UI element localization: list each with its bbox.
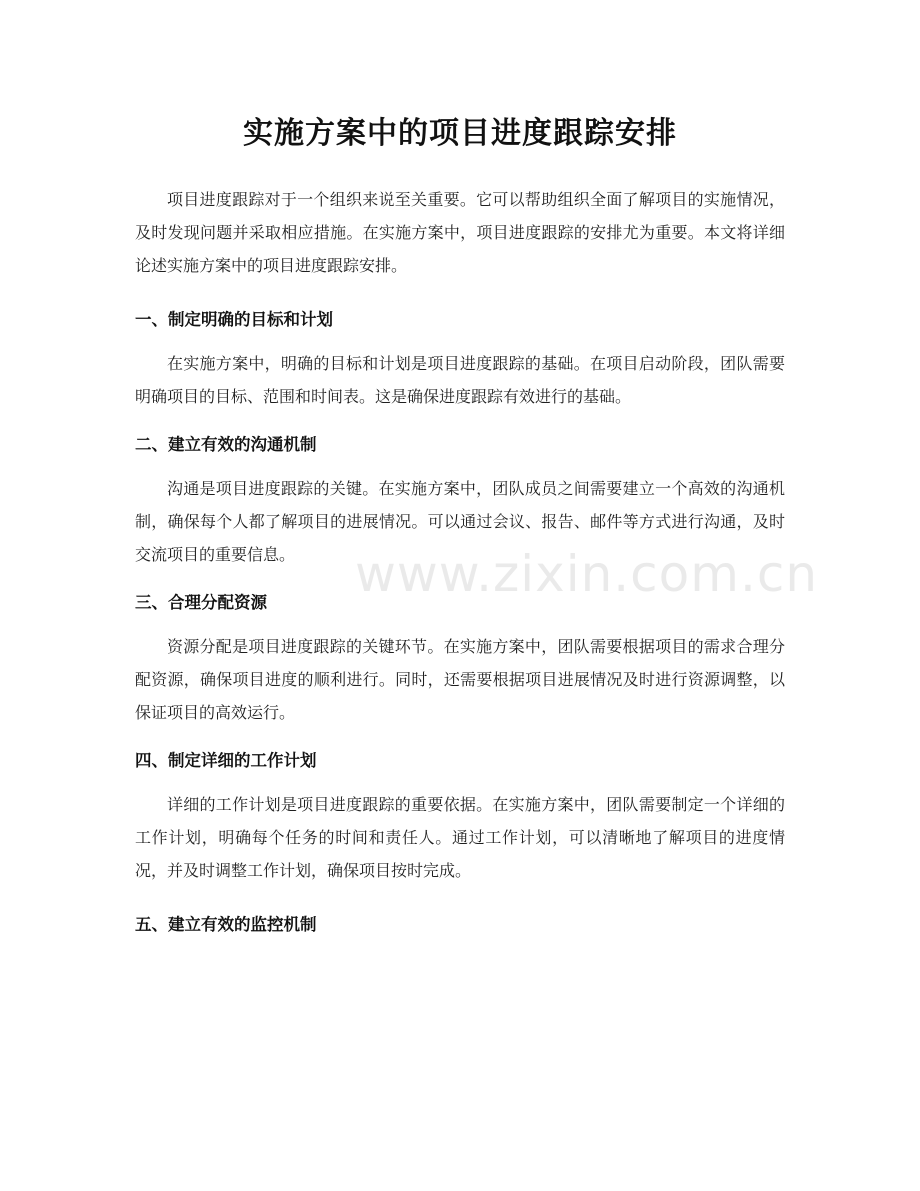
document-body	[135, 183, 785, 952]
section-heading-2: 二、建立有效的沟通机制	[135, 435, 317, 454]
document-title: 实施方案中的项目进度跟踪安排	[243, 116, 677, 151]
watermark: www.zixin.com.cn	[355, 545, 819, 603]
section-heading-5: 五、建立有效的监控机制	[135, 915, 317, 934]
section-body-4: 详细的工作计划是项目进度跟踪的重要依据。在实施方案中，团队需要制定一个详细的工作计划，明确每个任务的时间和责任人。通过工作计划，可以清晰地了解项目的进度情况，并及时调整工作计划，确保项目按时完成。	[135, 795, 785, 880]
section-heading-4: 四、制定详细的工作计划	[135, 751, 317, 770]
intro-paragraph: 项目进度跟踪对于一个组织来说至关重要。它可以帮助组织全面了解项目的实施情况，及时发现问题并采取相应措施。在实施方案中，项目进度跟踪的安排尤为重要。本文将详细论述实施方案中的项目进度跟踪安排。	[135, 190, 785, 275]
section-body-1: 在实施方案中，明确的目标和计划是项目进度跟踪的基础。在项目启动阶段，团队需要明确项目的目标、范围和时间表。这是确保进度跟踪有效进行的基础。	[135, 354, 785, 406]
section-body-3: 资源分配是项目进度跟踪的关键环节。在实施方案中，团队需要根据项目的需求合理分配资源，确保项目进度的顺利进行。同时，还需要根据项目进展情况及时进行资源调整，以保证项目的高效运行。	[135, 637, 785, 722]
section-body-2: 沟通是项目进度跟踪的关键。在实施方案中，团队成员之间需要建立一个高效的沟通机制，确保每个人都了解项目的进展情况。可以通过会议、报告、邮件等方式进行沟通，及时交流项目的重要信息。	[135, 479, 785, 564]
section-heading-1: 一、制定明确的目标和计划	[135, 310, 333, 329]
section-heading-3: 三、合理分配资源	[135, 593, 267, 612]
